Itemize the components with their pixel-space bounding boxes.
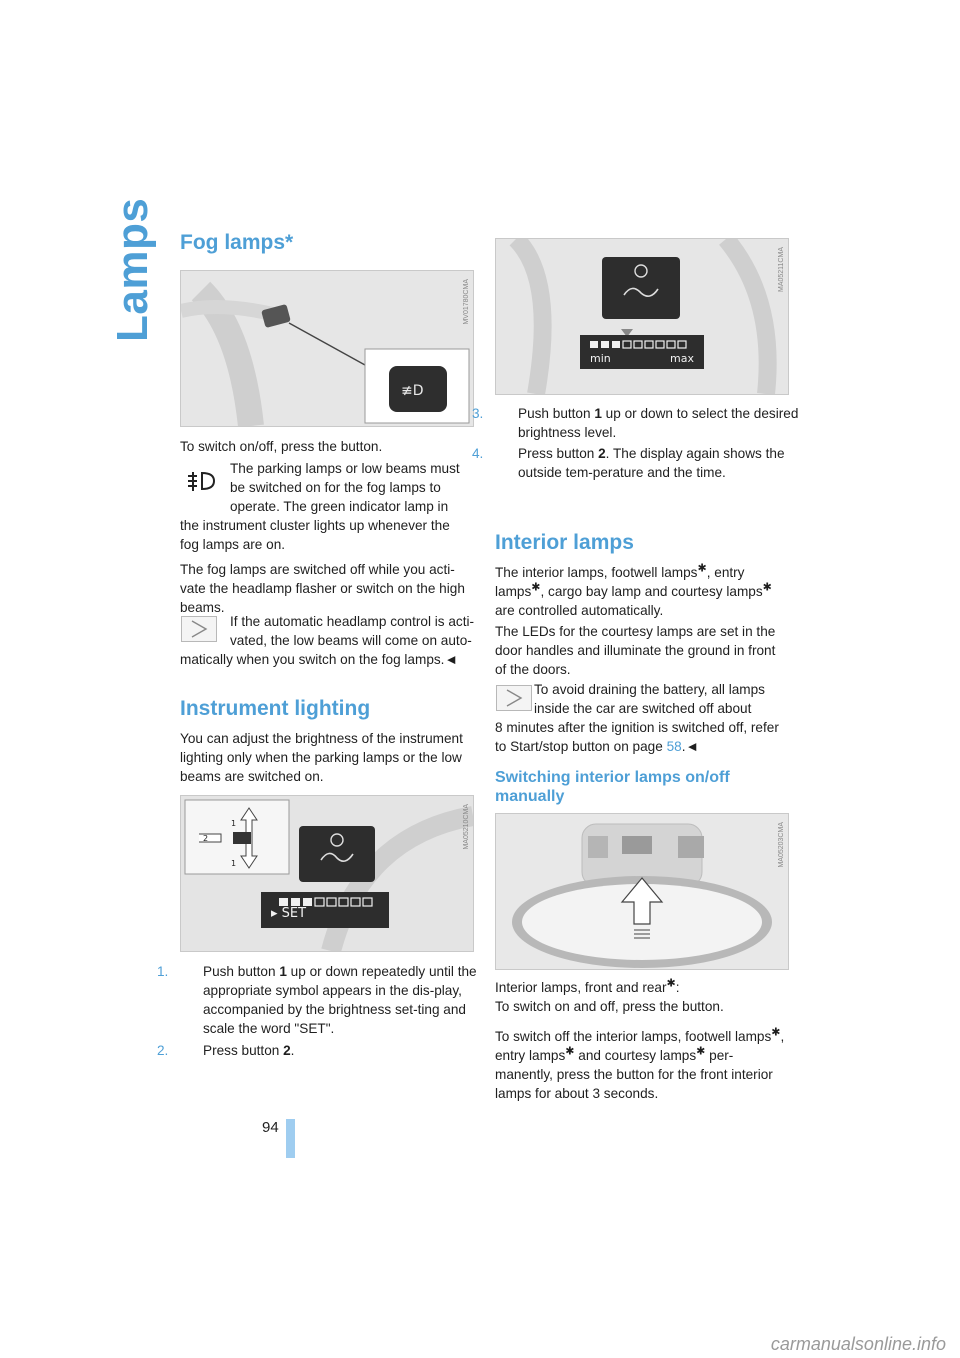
figure-code: MA05203CMA <box>778 822 785 868</box>
interior-paragraph-1: The interior lamps, footwell lamps✱, entry lamps✱, cargo bay lamp and courtesy lamps✱ are controlled automatically. <box>495 562 772 618</box>
fog-note-tail: the instrument cluster lights up whenever the fog lamps are on. <box>180 518 450 552</box>
step-2: 2. Press button 2. <box>157 1043 295 1058</box>
svg-text:2: 2 <box>203 834 209 843</box>
fog-note-line-1: The parking lamps or low beams must <box>230 461 460 476</box>
set-label: ▸ SET <box>271 906 307 921</box>
svg-text:1: 1 <box>231 819 237 828</box>
chapter-title-text: Lamps <box>108 197 157 342</box>
figure-code: MV01780CMA <box>463 279 470 325</box>
interior-lamps-figure <box>495 813 789 970</box>
note-triangle-icon <box>181 616 217 642</box>
brightness-scale-figure <box>495 238 789 395</box>
fog-warning-line-1: If the automatic headlamp control is acti- <box>230 614 475 629</box>
interior-warning-line-2: inside the car are switched off about <box>534 701 752 716</box>
interior-paragraph-2: The LEDs for the courtesy lamps are set in the door handles and illuminate the ground in front of the doors. <box>495 624 776 677</box>
chapter-title <box>108 197 157 342</box>
note-triangle-icon <box>496 685 532 711</box>
figure-code: MA05211CMA <box>778 247 785 293</box>
fog-lamp-switch-figure <box>180 270 474 427</box>
step-1: 1. Push button 1 up or down repeatedly until the appropriate symbol appears in the dis-play, accompanied by the brightness set-ting and scale the word "SET". <box>157 964 477 1036</box>
instrument-paragraph-1: You can adjust the brightness of the instrument lighting only when the parking lamps or the low beams are switched on. <box>180 731 463 784</box>
step-4: 4. Press button 2. The display again shows the outside tem-perature and the time. <box>472 446 785 480</box>
min-label: min <box>590 352 611 365</box>
interior-warning-line-1: To avoid draining the battery, all lamps <box>534 682 765 697</box>
page-number: 94 <box>262 1119 279 1136</box>
max-label: max <box>670 352 694 365</box>
fog-lamps-heading: Fog lamps* <box>180 231 294 254</box>
fog-note-line-3: operate. The green indicator lamp in <box>230 499 449 514</box>
page-number-bar <box>286 1119 295 1158</box>
instrument-lighting-figure <box>180 795 474 952</box>
interior-paragraph-3: To switch on and off, press the button. <box>495 999 724 1014</box>
fog-paragraph-2: The fog lamps are switched off while you acti-vate the headlamp flasher or switch on the high beams. <box>180 562 465 615</box>
fog-warning-line-2: vated, the low beams will come on auto- <box>230 633 472 648</box>
page-link[interactable]: 58 <box>666 739 682 754</box>
instrument-lighting-heading: Instrument lighting <box>180 697 371 720</box>
fog-note-line-2: be switched on for the fog lamps to <box>230 480 441 495</box>
site-watermark: carmanualsonline.info <box>770 1334 946 1354</box>
step-3: 3. Push button 1 up or down to select the desired brightness level. <box>472 406 799 440</box>
figure-code: MA05210CMA <box>463 804 470 850</box>
svg-text:≢D: ≢D <box>401 383 424 399</box>
switching-interior-lamps-heading: Switching interior lamps on/off manually <box>495 769 730 805</box>
svg-text:1: 1 <box>231 859 237 868</box>
interior-warning-tail: 8 minutes after the ignition is switched off, refer to Start/stop button on page 58.◄ <box>495 720 779 754</box>
fog-warning-tail: matically when you switch on the fog lamps.◄ <box>180 652 458 667</box>
fog-lamp-symbol-icon <box>180 467 220 503</box>
interior-paragraph-4: To switch off the interior lamps, footwell lamps✱, entry lamps✱ and courtesy lamps✱ per-manently, press the button for the front interior lamps for about 3 seconds. <box>495 1026 785 1101</box>
fog-paragraph-1: To switch on/off, press the button. <box>180 439 383 454</box>
figure-caption: Interior lamps, front and rear✱: <box>495 977 680 995</box>
interior-lamps-heading: Interior lamps <box>495 531 634 554</box>
